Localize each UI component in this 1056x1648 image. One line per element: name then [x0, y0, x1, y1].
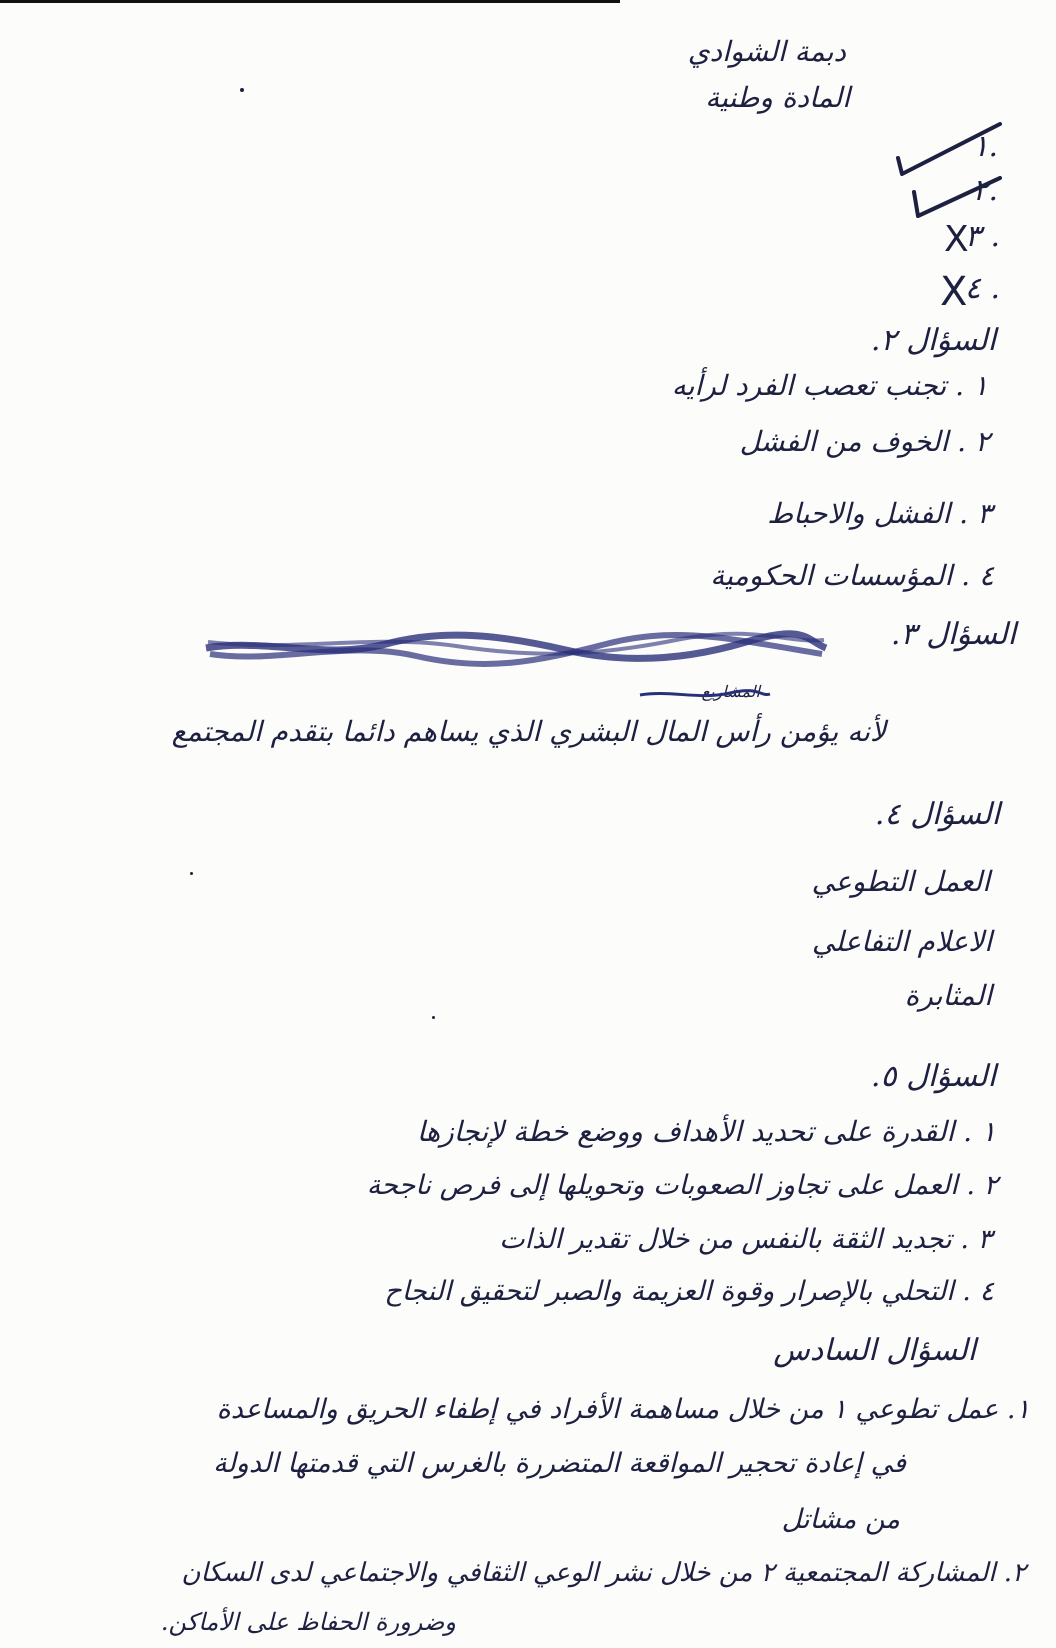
- q6-answer-2-line-2: وضرورة الحفاظ على الأماكن.: [160, 1608, 456, 1636]
- q1-item-1-number: ١.: [972, 129, 998, 164]
- q5-answer-3: ٣ . تجديد الثقة بالنفس من خلال تقدير الذات: [499, 1224, 992, 1255]
- q6-answer-2-line-1: ٢. المشاركة المجتمعية ٢ من خلال نشر الوعي الثقافي والاجتماعي لدى السكان: [181, 1558, 1026, 1588]
- q4-heading: السؤال ٤.: [874, 797, 1000, 832]
- q6-answer-1-line-1: ١. عمل تطوعي ١ من خلال مساهمة الأفراد في إطفاء الحريق والمساعدة: [216, 1394, 1030, 1425]
- q5-heading: السؤال ٥.: [870, 1059, 996, 1094]
- cross-mark-icon: X: [940, 269, 968, 315]
- q5-answer-4: ٤ . التحلي بالإصرار وقوة العزيمة والصبر لتحقيق النجاح: [384, 1276, 994, 1307]
- q2-answer-2: ٢ . الخوف من الفشل: [739, 425, 990, 458]
- check-mark-icon: [890, 118, 1010, 178]
- top-border-line: [0, 0, 620, 3]
- q6-heading: السؤال السادس: [773, 1333, 976, 1368]
- q1-item-2-number: ٢.: [972, 173, 998, 208]
- q6-answer-1-line-2: في إعادة تحجير المواقعة المتضررة بالغرس التي قدمتها الدولة: [213, 1448, 906, 1479]
- q6-answer-1-line-3: من مشاتل: [781, 1504, 900, 1535]
- scribbled-out-text: [640, 688, 770, 702]
- q3-heading: السؤال ٣.: [890, 617, 1016, 652]
- q1-item-4-number: ٤ .: [964, 271, 1000, 306]
- ink-dot: [432, 1016, 435, 1019]
- q2-heading: السؤال ٢.: [870, 323, 996, 358]
- ink-dot: [240, 88, 244, 92]
- q2-answer-1: ١ . تجنب تعصب الفرد لرأيه: [671, 369, 988, 402]
- cross-mark-icon: X: [944, 219, 969, 260]
- q5-answer-1: ١ . القدرة على تحديد الأهداف ووضع خطة لإنجازها: [416, 1115, 996, 1148]
- q4-answer-2: الاعلام التفاعلي: [811, 925, 992, 958]
- student-name: دبمة الشوادي: [687, 35, 846, 68]
- q4-answer-3: المثابرة: [904, 979, 992, 1012]
- q3-answer-line-1: لأنه يؤمن رأس المال البشري الذي يساهم دائما بتقدم المجتمع: [171, 715, 886, 748]
- ink-dot: [190, 872, 193, 875]
- q3-small-scratched-word: المشاريع: [701, 682, 760, 701]
- q2-answer-3: ٣ . الفشل والاحباط: [767, 497, 992, 530]
- scribbled-out-text: [206, 630, 826, 670]
- q2-answer-4: ٤ . المؤسسات الحكومية: [710, 559, 994, 592]
- q1-item-3-number: ٣ .: [964, 219, 1000, 254]
- check-mark-icon: [908, 172, 1008, 222]
- q4-answer-1: العمل التطوعي: [811, 865, 990, 898]
- q5-answer-2: ٢ . العمل على تجاوز الصعوبات وتحويلها إلى فرص ناجحة: [366, 1170, 998, 1201]
- subject-line: المادة وطنية: [705, 81, 850, 114]
